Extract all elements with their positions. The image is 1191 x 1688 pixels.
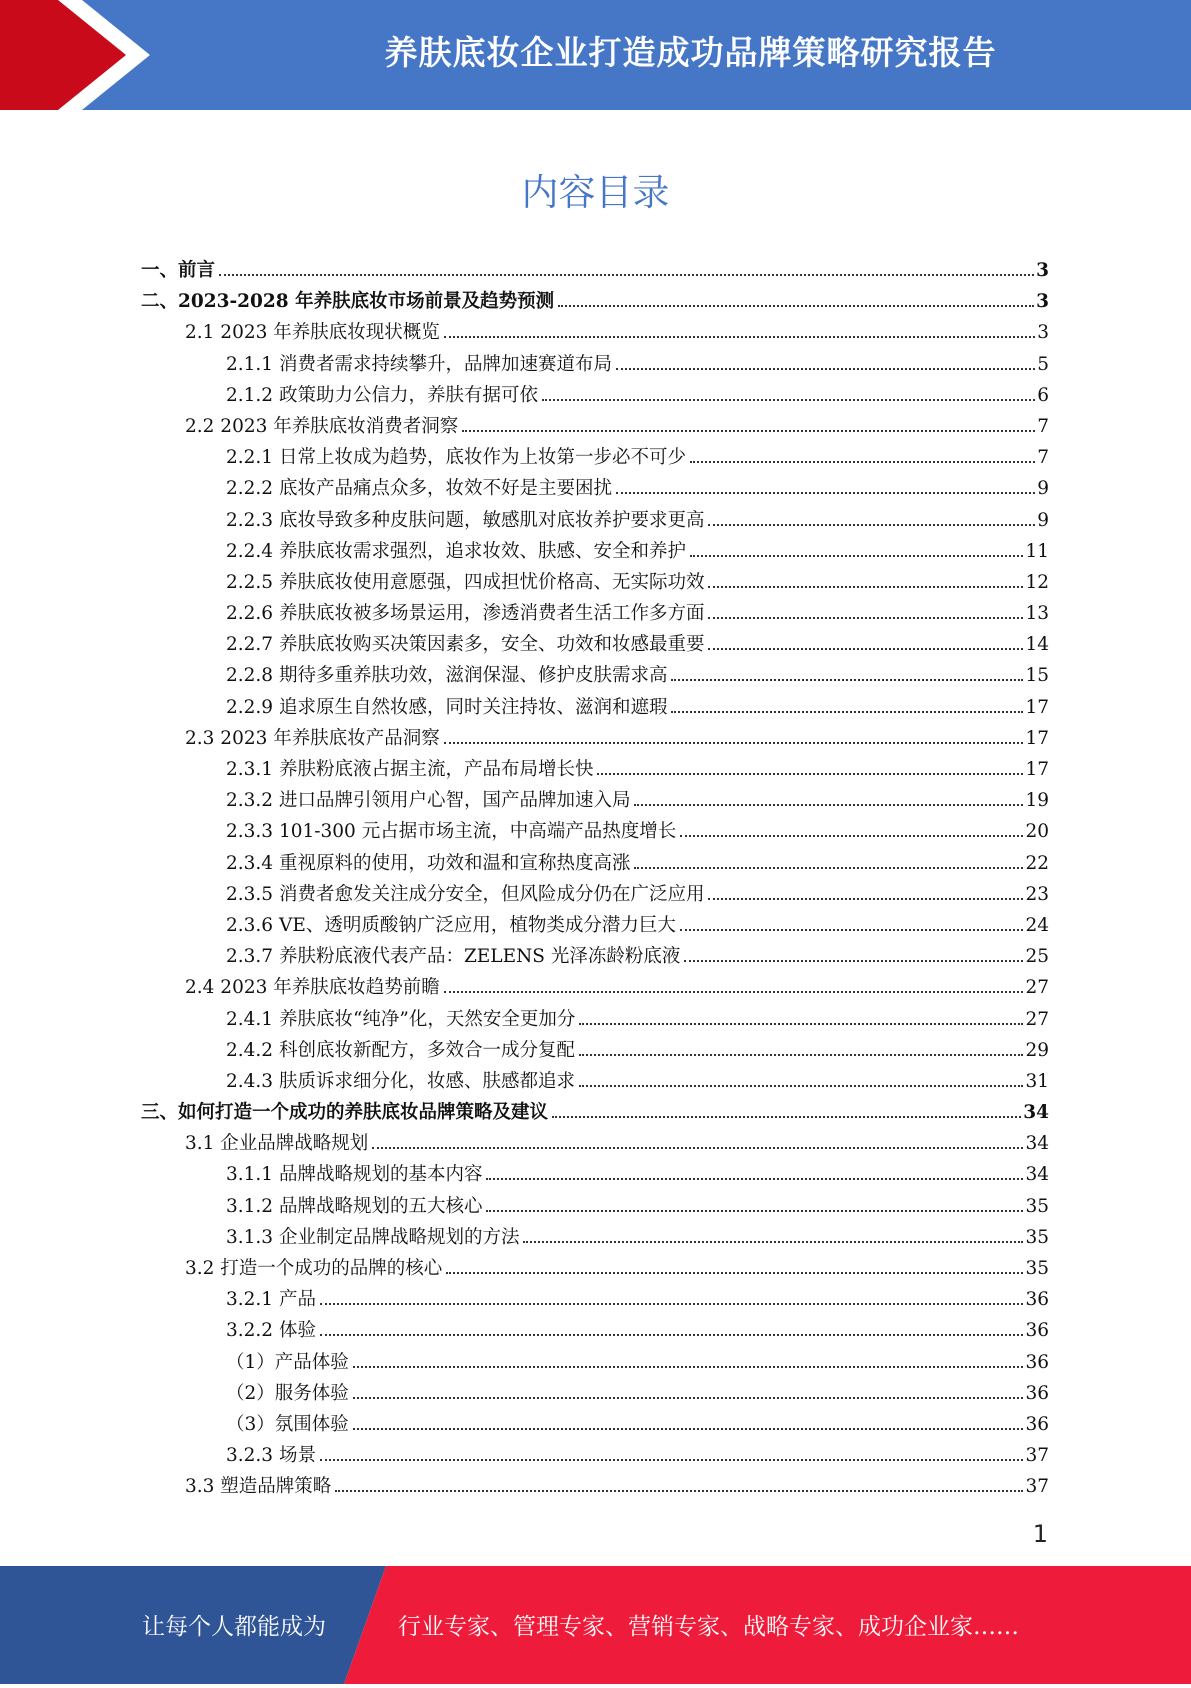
toc-entry[interactable] [141,1191,1049,1222]
toc-entry-label: 2.2.7 养肤底妆购买决策因素多，安全、功效和妆感最重要 [226,634,705,656]
footer-slogan-right: 行业专家、管理专家、营销专家、战略专家、成功企业家…… [398,1614,1019,1640]
toc-dot-leader [616,492,1035,494]
toc-dot-leader [671,711,1023,713]
toc-entry[interactable] [141,349,1049,380]
toc-dot-leader [552,1116,1021,1118]
toc-dot-leader [708,586,1023,588]
toc-entry-label: （3）氛围体验 [226,1413,349,1435]
toc-entry[interactable] [141,723,1049,754]
table-of-contents [141,255,1049,1503]
toc-dot-leader [542,399,1035,401]
toc-entry[interactable] [141,848,1049,879]
toc-dot-leader [579,1085,1023,1087]
toc-entry-page: 24 [1025,914,1049,936]
toc-dot-leader [320,1303,1024,1305]
toc-entry[interactable] [141,1004,1049,1035]
toc-entry[interactable] [141,317,1049,348]
toc-entry-page: 17 [1025,759,1049,780]
toc-entry-page: 3 [1036,260,1049,281]
toc-entry-label: 2.2.9 追求原生自然妆感，同时关注持妆、滋润和遮瑕 [226,696,668,718]
toc-entry[interactable] [141,473,1049,504]
toc-dot-leader [690,461,1035,463]
toc-dot-leader [680,929,1024,931]
toc-entry-label: 2.2.2 底妆产品痛点众多，妆效不好是主要困扰 [226,478,612,500]
toc-entry-page: 3 [1037,322,1049,344]
toc-entry[interactable] [141,567,1049,598]
toc-entry[interactable] [141,1253,1049,1284]
page-number: 1 [1032,1520,1048,1548]
toc-entry-label: 2.1.1 消费者需求持续攀升，品牌加速赛道布局 [226,353,612,375]
toc-entry-label: 2.2.5 养肤底妆使用意愿强，四成担忧价格高、无实际功效 [226,571,705,593]
toc-entry-page: 20 [1025,821,1049,843]
toc-entry-page: 36 [1025,1320,1049,1342]
toc-dot-leader [523,1241,1023,1243]
toc-dot-leader [616,368,1035,370]
toc-dot-leader [353,1397,1024,1399]
toc-dot-leader [444,742,1024,744]
toc-dot-leader [558,305,1034,307]
toc-dot-leader [486,1210,1023,1212]
toc-entry-label: （2）服务体验 [226,1382,349,1404]
toc-entry-label: 2.4 2023 年养肤底妆趋势前瞻 [185,977,440,999]
toc-dot-leader [353,1366,1024,1368]
toc-entry-page: 37 [1025,1476,1049,1498]
toc-entry[interactable] [141,255,1049,286]
toc-entry-page: 31 [1025,1070,1049,1092]
toc-entry-page: 37 [1025,1445,1049,1467]
toc-entry-label: 2.3 2023 年养肤底妆产品洞察 [185,727,440,749]
toc-entry[interactable] [141,1222,1049,1253]
toc-entry-label: 3.2.2 体验 [226,1320,316,1342]
toc-entry-page: 22 [1025,852,1049,874]
toc-dot-leader [671,679,1023,681]
toc-dot-leader [597,773,1023,775]
toc-entry[interactable] [141,1315,1049,1346]
toc-entry[interactable] [141,598,1049,629]
toc-entry[interactable] [141,505,1049,536]
toc-dot-leader [690,555,1023,557]
toc-entry-page: 9 [1037,478,1049,500]
toc-entry-label: 2.4.3 肤质诉求细分化，妆感、肤感都追求 [226,1070,575,1092]
toc-entry-label: （1）产品体验 [226,1351,349,1373]
toc-entry[interactable] [141,1284,1049,1315]
toc-dot-leader [486,1178,1023,1180]
toc-entry[interactable] [141,910,1049,941]
footer-slogan-left: 让每个人都能成为 [142,1614,326,1640]
toc-entry-label: 2.4.1 养肤底妆“纯净”化，天然安全更加分 [226,1008,576,1030]
toc-entry[interactable] [141,286,1049,317]
toc-dot-leader [634,804,1023,806]
toc-entry-page: 35 [1025,1258,1049,1279]
toc-entry-page: 36 [1025,1413,1049,1435]
toc-entry-label: 3.1.3 企业制定品牌战略规划的方法 [226,1226,520,1248]
toc-entry-page: 34 [1025,1133,1049,1155]
toc-entry-page: 23 [1025,883,1049,905]
toc-entry-label: 2.3.4 重视原料的使用，功效和温和宣称热度高涨 [226,852,631,874]
toc-entry[interactable] [141,1409,1049,1440]
toc-dot-leader [708,648,1023,650]
toc-entry[interactable] [141,972,1049,1003]
toc-entry[interactable] [141,754,1049,785]
toc-dot-leader [320,1334,1024,1336]
toc-entry-label: 2.2.1 日常上妆成为趋势，底妆作为上妆第一步必不可少 [226,447,686,469]
toc-entry-label: 2.1.2 政策助力公信力，养肤有据可依 [226,384,538,406]
toc-entry[interactable] [141,1378,1049,1409]
toc-entry-page: 9 [1037,509,1049,531]
toc-entry-label: 2.3.6 VE、透明质酸钠广泛应用，植物类成分潜力巨大 [226,914,676,936]
toc-entry-label: 一、前言 [141,260,216,281]
toc-entry-page: 5 [1037,353,1049,375]
toc-entry-label: 3.2 打造一个成功的品牌的核心 [185,1258,443,1279]
toc-entry[interactable] [141,1159,1049,1190]
toc-entry-page: 3 [1036,291,1049,313]
toc-entry-page: 7 [1037,447,1049,469]
toc-entry-page: 35 [1025,1195,1049,1217]
toc-dot-leader [579,1023,1023,1025]
toc-entry-page: 14 [1025,634,1049,656]
toc-dot-leader [708,524,1035,526]
header-banner [0,0,1191,110]
toc-entry-label: 3.1.2 品牌战略规划的五大核心 [226,1195,483,1217]
toc-dot-leader [708,617,1023,619]
toc-entry-page: 6 [1037,384,1049,406]
toc-entry-page: 13 [1025,603,1049,625]
toc-entry[interactable] [141,785,1049,816]
toc-entry-page: 17 [1025,696,1049,718]
toc-entry-page: 19 [1025,790,1049,812]
toc-entry[interactable] [141,536,1049,567]
toc-heading: 内容目录 [521,171,670,214]
toc-dot-leader [680,835,1023,837]
toc-entry-label: 2.3.7 养肤粉底液代表产品：ZELENS 光泽冻龄粉底液 [226,946,681,968]
toc-entry[interactable] [141,692,1049,723]
toc-entry-label: 二、2023-2028 年养肤底妆市场前景及趋势预测 [141,291,555,313]
toc-entry-label: 3.3 塑造品牌策略 [185,1476,332,1498]
toc-entry-label: 2.1 2023 年养肤底妆现状概览 [185,322,440,344]
toc-dot-leader [444,991,1024,993]
toc-entry-page: 29 [1025,1039,1049,1061]
toc-entry-label: 2.3.1 养肤粉底液占据主流，产品布局增长快 [226,759,594,780]
toc-entry-page: 36 [1025,1289,1049,1311]
toc-entry-label: 3.1 企业品牌战略规划 [185,1133,369,1155]
toc-dot-leader [708,898,1023,900]
toc-entry-page: 12 [1025,571,1049,593]
toc-entry-page: 11 [1025,540,1049,562]
toc-entry-page: 17 [1025,727,1049,749]
footer-banner [0,1566,1191,1684]
toc-entry-page: 34 [1023,1102,1049,1124]
toc-entry[interactable] [141,879,1049,910]
toc-entry[interactable] [141,629,1049,660]
toc-entry[interactable] [141,1097,1049,1128]
toc-entry-label: 2.3.3 101-300 元占据市场主流，中高端产品热度增长 [226,821,677,843]
toc-entry-page: 34 [1025,1164,1049,1186]
toc-entry-label: 2.2.8 期待多重养肤功效，滋润保湿、修护皮肤需求高 [226,665,668,687]
toc-dot-leader [353,1428,1024,1430]
toc-dot-leader [444,336,1035,338]
toc-entry-label: 三、如何打造一个成功的养肤底妆品牌策略及建议 [141,1102,549,1124]
toc-dot-leader [579,1054,1023,1056]
toc-dot-leader [219,274,1034,276]
toc-dot-leader [634,867,1023,869]
toc-entry-label: 2.3.5 消费者愈发关注成分安全，但风险成分仍在广泛应用 [226,883,705,905]
toc-entry-page: 15 [1025,665,1049,687]
toc-entry-page: 27 [1025,1008,1049,1030]
toc-entry[interactable] [141,660,1049,691]
toc-entry[interactable] [141,1347,1049,1378]
toc-entry[interactable] [141,1035,1049,1066]
toc-entry-page: 36 [1025,1382,1049,1404]
toc-entry-label: 2.3.2 进口品牌引领用户心智，国产品牌加速入局 [226,790,631,812]
toc-entry[interactable] [141,1471,1049,1502]
toc-dot-leader [320,1459,1024,1461]
toc-entry-page: 7 [1037,415,1049,437]
toc-dot-leader [684,960,1023,962]
toc-entry-page: 25 [1025,946,1049,968]
toc-entry-label: 3.2.1 产品 [226,1289,316,1311]
toc-entry[interactable] [141,442,1049,473]
toc-dot-leader [446,1272,1023,1274]
toc-dot-leader [462,430,1035,432]
toc-entry[interactable] [141,941,1049,972]
toc-entry-label: 3.1.1 品牌战略规划的基本内容 [226,1164,483,1186]
toc-entry[interactable] [141,380,1049,411]
toc-entry-label: 2.2.4 养肤底妆需求强烈，追求妆效、肤感、安全和养护 [226,540,686,562]
toc-entry[interactable] [141,411,1049,442]
toc-entry[interactable] [141,1128,1049,1159]
toc-entry[interactable] [141,1066,1049,1097]
toc-entry-label: 2.2.3 底妆导致多种皮肤问题，敏感肌对底妆养护要求更高 [226,509,705,531]
toc-entry-label: 2.2.6 养肤底妆被多场景运用，渗透消费者生活工作多方面 [226,603,705,625]
toc-dot-leader [335,1490,1023,1492]
toc-entry-page: 35 [1025,1226,1049,1248]
toc-entry-page: 27 [1025,977,1049,999]
toc-entry[interactable] [141,1440,1049,1471]
report-title: 养肤底妆企业打造成功品牌策略研究报告 [384,33,997,72]
toc-dot-leader [372,1147,1023,1149]
toc-entry-label: 2.4.2 科创底妆新配方，多效合一成分复配 [226,1039,575,1061]
toc-entry[interactable] [141,816,1049,847]
toc-entry-page: 36 [1025,1351,1049,1373]
toc-entry-label: 2.2 2023 年养肤底妆消费者洞察 [185,415,459,437]
toc-entry-label: 3.2.3 场景 [226,1445,316,1467]
